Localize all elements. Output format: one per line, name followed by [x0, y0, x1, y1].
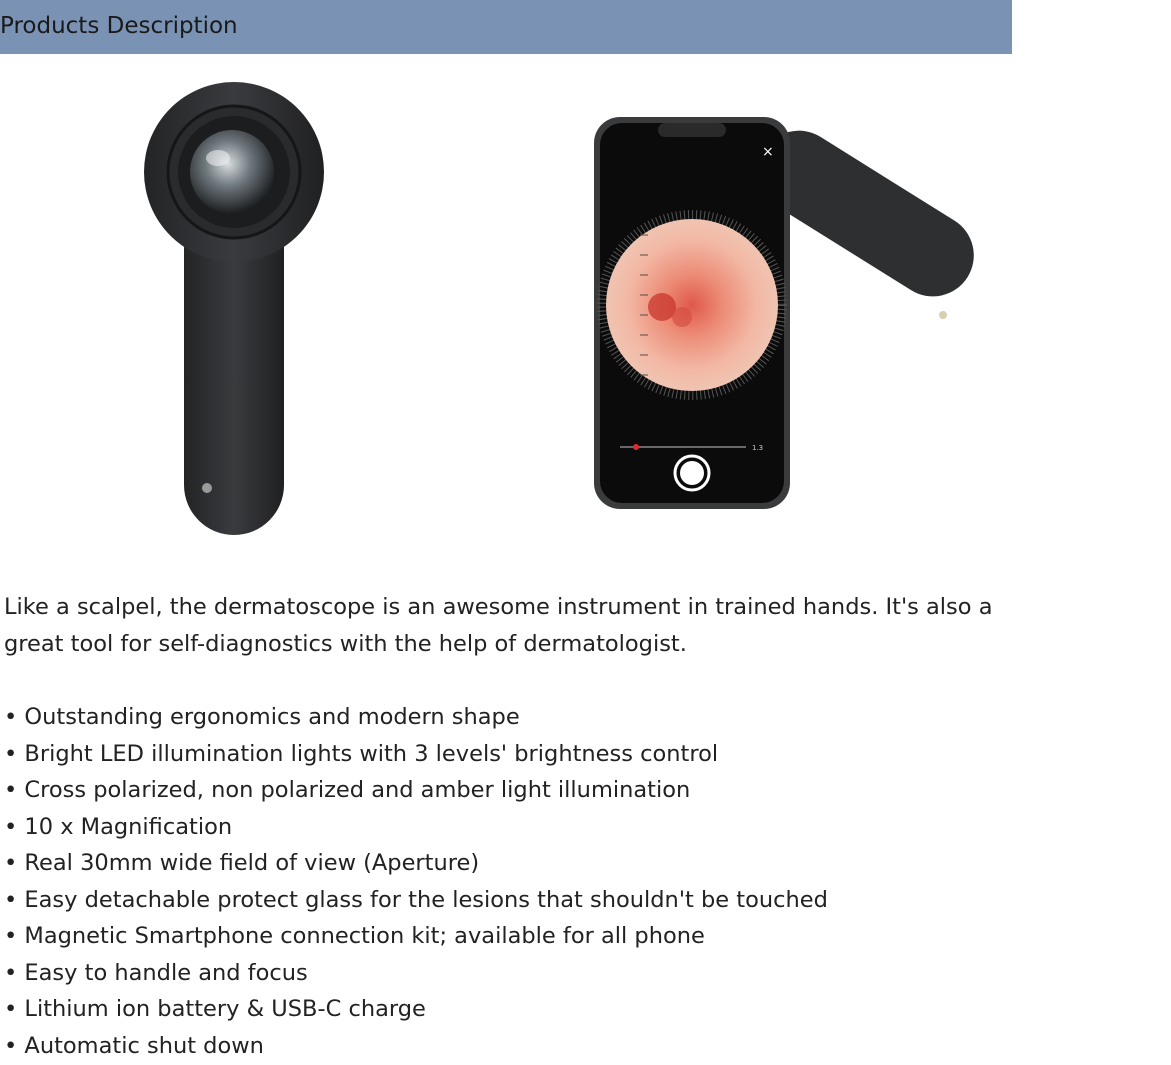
feature-item: • Lithium ion battery & USB-C charge	[4, 996, 426, 1022]
feature-item: • Cross polarized, non polarized and amber light illumination	[4, 777, 691, 803]
feature-item: • Outstanding ergonomics and modern shape	[4, 704, 520, 730]
feature-item: • Bright LED illumination lights with 3 levels' brightness control	[4, 740, 719, 767]
dermatoscope-device-image	[110, 70, 360, 550]
feature-list	[4, 699, 828, 1064]
feature-item: • Easy detachable protect glass for the lesions that shouldn't be touched	[4, 886, 828, 913]
feature-item: • Automatic shut down	[4, 1032, 264, 1059]
intro-paragraph: Like a scalpel, the dermatoscope is an awesome instrument in trained hands. It's also a great tool for self-diagnostics with the help of dermatologist.	[4, 594, 993, 657]
section-header	[0, 0, 1012, 54]
feature-item: • Real 30mm wide field of view (Aperture)	[4, 850, 480, 876]
smartphone-with-dermatoscope-image	[580, 105, 1000, 520]
feature-item: • Magnetic Smartphone connection kit; available for all phone	[4, 923, 705, 949]
feature-item: • Easy to handle and focus	[4, 959, 308, 986]
close-icon: ×	[762, 144, 774, 160]
zoom-readout: 1.3	[752, 444, 764, 452]
section-title: Products Description	[0, 13, 238, 39]
feature-item: • 10 x Magnification	[4, 813, 233, 840]
